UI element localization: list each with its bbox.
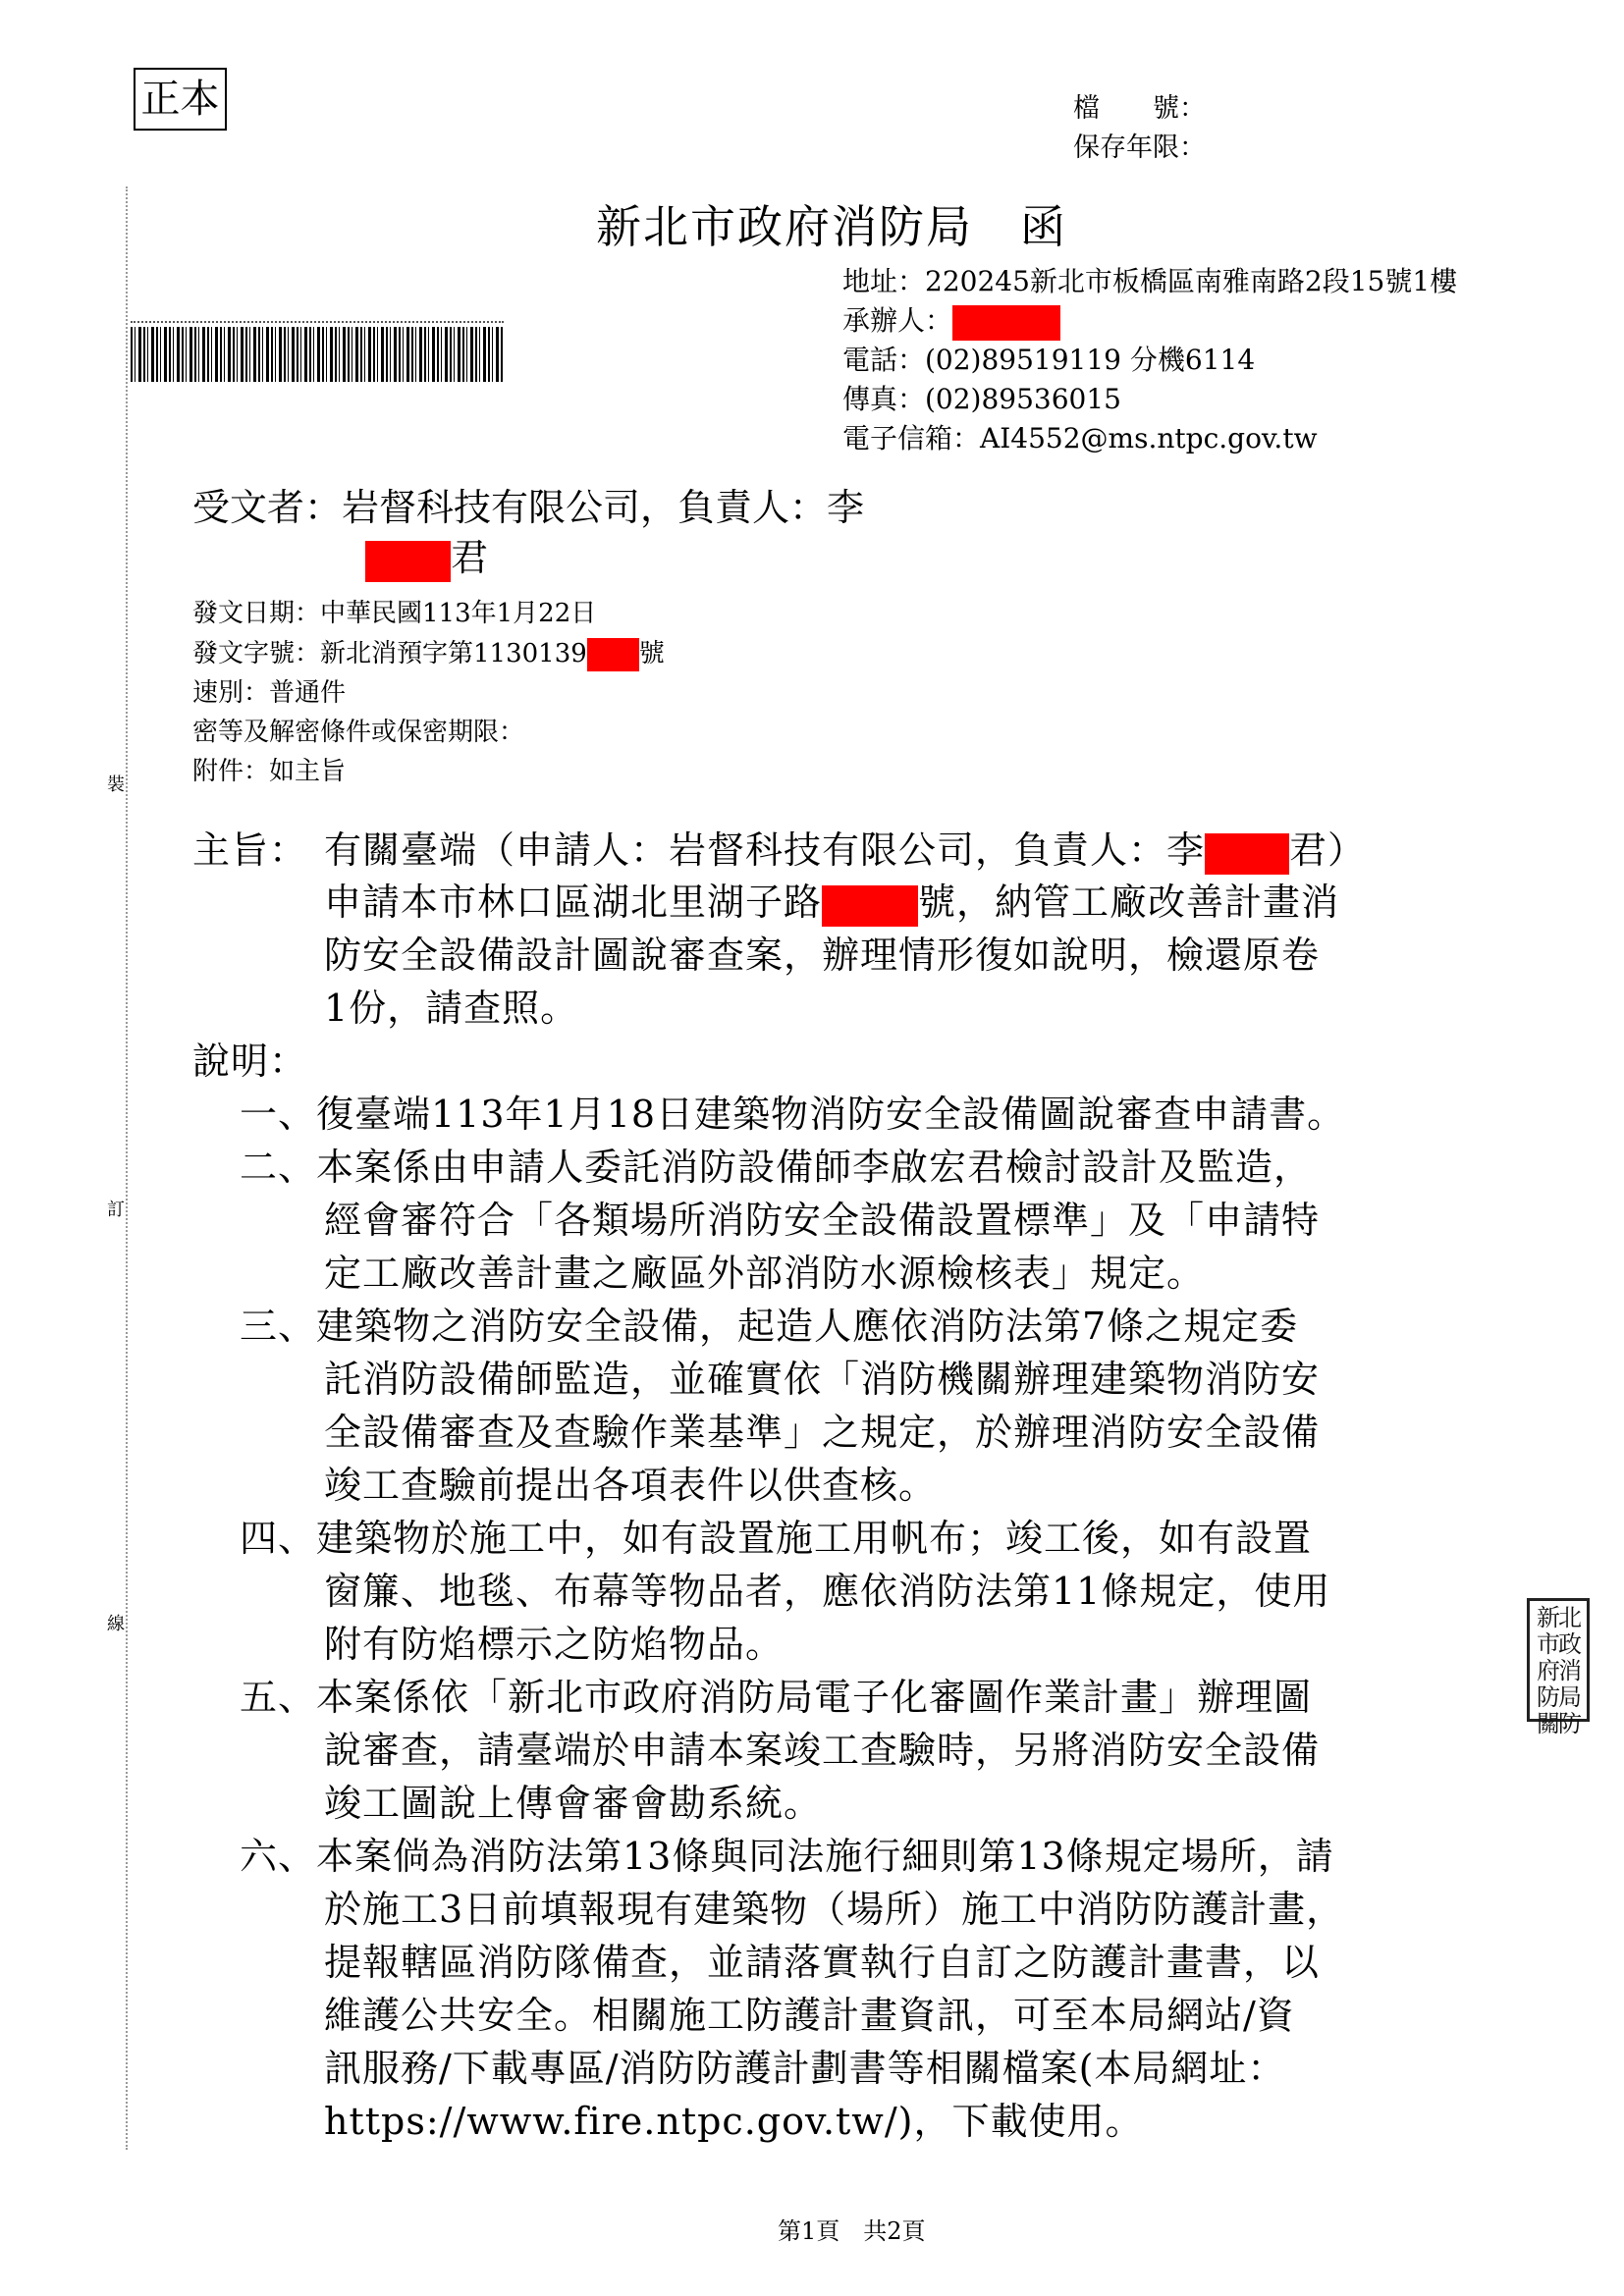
subject-label: 主旨： [192, 828, 308, 872]
explanation-item-4-line-3: 附有防焰標示之防焰物品。 [324, 1623, 785, 1666]
redacted-recipient-name [365, 541, 451, 582]
explanation-item-6-line-4: 維護公共安全。相關施工防護計畫資訊，可至本局網站/資 [324, 1994, 1295, 2037]
recipient-line: 受文者：岩督科技有限公司，負責人：李 [192, 486, 865, 529]
subject-line-4: 1份，請查照。 [324, 987, 579, 1030]
explanation-item-6-line-2: 於施工3日前填報現有建築物（場所）施工中消防防護計畫， [324, 1888, 1345, 1931]
explanation-item-6-line-6: https://www.fire.ntpc.gov.tw/)，下載使用。 [324, 2100, 1144, 2143]
binding-mark-zhuang: 裝 [107, 774, 125, 795]
subject-line-1 [324, 820, 1366, 875]
explanation-item-6-line-3: 提報轄區消防隊備查，並請落實執行自訂之防護計畫書，以 [324, 1941, 1321, 1984]
barcode-top-border [131, 321, 504, 323]
subject-text: 君） [1289, 828, 1367, 872]
subject-text: 申請本市林口區湖北里湖子路 [324, 881, 823, 924]
explanation-label: 說明： [192, 1040, 308, 1083]
explanation-item-1-line-1: 一、復臺端113年1月18日建築物消防安全設備圖說審查申請書。 [240, 1093, 1346, 1136]
contact-fax: 傳真：(02)89536015 [842, 383, 1121, 415]
page-number: 第1頁 共2頁 [778, 2217, 926, 2245]
explanation-item-3-line-2: 託消防設備師監造，並確實依「消防機關辦理建築物消防安 [324, 1358, 1321, 1401]
handler-label: 承辦人： [842, 304, 953, 337]
explanation-item-4-line-1: 四、建築物於施工中，如有設置施工用帆布；竣工後，如有設置 [240, 1517, 1313, 1560]
redacted-issue-number [587, 638, 639, 671]
recipient-honorific: 君 [451, 536, 489, 579]
subject-text: 號，納管工廠改善計畫消 [918, 881, 1340, 924]
subject-line-2 [324, 872, 1339, 927]
official-seal [1527, 1598, 1590, 1737]
explanation-item-6-line-1: 六、本案倘為消防法第13條與同法施行細則第13條規定場所，請 [240, 1835, 1334, 1878]
explanation-item-5-line-1: 五、本案係依「新北市政府消防局電子化審圖作業計畫」辦理圖 [240, 1676, 1313, 1719]
document-title: 新北市政府消防局 函 [596, 200, 1067, 253]
file-number-label: 檔 號： [1073, 93, 1206, 124]
explanation-item-3-line-4: 竣工查驗前提出各項表件以供查核。 [324, 1464, 938, 1507]
seal-text: 新北市政府消防局關防 [1537, 1604, 1580, 1737]
issue-date: 發文日期：中華民國113年1月22日 [192, 599, 597, 628]
explanation-item-2-line-1: 二、本案係由申請人委託消防設備師李啟宏君檢討設計及監造， [240, 1146, 1313, 1189]
retention-period-label: 保存年限： [1073, 133, 1206, 163]
binding-line [126, 187, 129, 2150]
issue-number-suffix: 號 [638, 639, 665, 668]
attachment: 附件：如主旨 [192, 757, 347, 786]
binding-mark-xian: 線 [107, 1614, 125, 1634]
delivery-speed: 速別：普通件 [192, 678, 347, 708]
redacted-handler-name [952, 305, 1060, 341]
contact-phone: 電話：(02)89519119 分機6114 [842, 344, 1256, 376]
contact-handler [842, 299, 1060, 341]
explanation-item-3-line-3: 全設備審查及查驗作業基準」之規定，於辦理消防安全設備 [324, 1411, 1321, 1454]
document-barcode [131, 327, 504, 382]
explanation-item-3-line-1: 三、建築物之消防安全設備，起造人應依消防法第7條之規定委 [240, 1305, 1299, 1348]
subject-text: 有關臺端（申請人：岩督科技有限公司，負責人：李 [324, 828, 1206, 872]
recipient-name [365, 527, 488, 582]
redacted-owner-name [1205, 833, 1289, 875]
contact-email: 電子信箱：AI4552@ms.ntpc.gov.tw [842, 422, 1318, 454]
explanation-item-5-line-3: 竣工圖說上傳會審會勘系統。 [324, 1782, 823, 1825]
redacted-address-number [822, 885, 918, 927]
confidentiality: 密等及解密條件或保密期限： [192, 718, 525, 747]
binding-mark-ding: 訂 [107, 1200, 125, 1220]
explanation-item-6-line-5: 訊服務/下載專區/消防防護計劃書等相關檔案(本局網址： [324, 2047, 1286, 2090]
explanation-item-5-line-2: 說審查，請臺端於申請本案竣工查驗時，另將消防安全設備 [324, 1729, 1321, 1772]
contact-address: 地址：220245新北市板橋區南雅南路2段15號1樓 [842, 265, 1458, 297]
original-copy-stamp: 正本 [134, 68, 227, 131]
issue-number-prefix: 發文字號：新北消預字第1130139 [192, 639, 587, 668]
explanation-item-2-line-2: 經會審符合「各類場所消防安全設備設置標準」及「申請特 [324, 1199, 1321, 1242]
issue-number [192, 633, 665, 671]
explanation-item-4-line-2: 窗簾、地毯、布幕等物品者，應依消防法第11條規定，使用 [324, 1570, 1331, 1613]
explanation-item-2-line-3: 定工廠改善計畫之廠區外部消防水源檢核表」規定。 [324, 1252, 1206, 1295]
subject-line-3: 防安全設備設計圖說審查案，辦理情形復如說明，檢還原卷 [324, 934, 1321, 977]
